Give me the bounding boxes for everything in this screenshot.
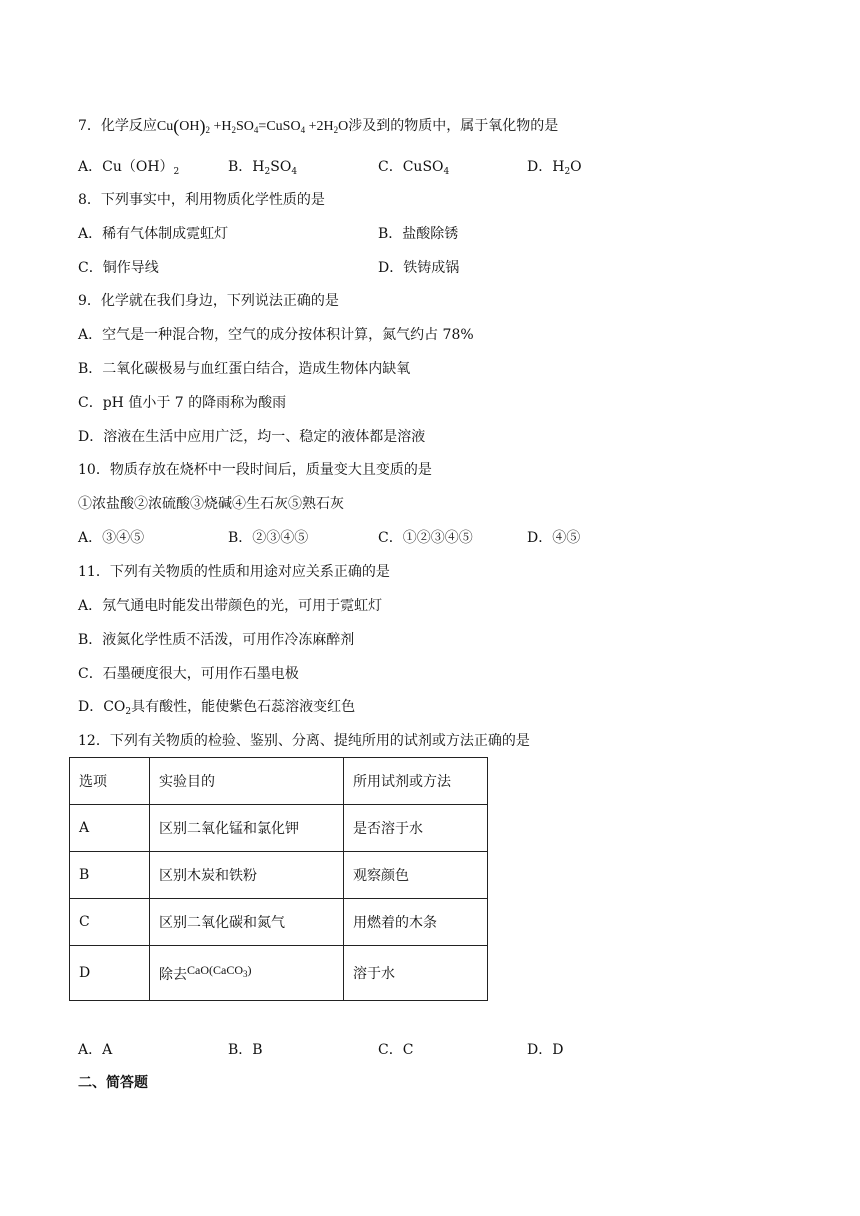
table-cell: B: [70, 852, 150, 899]
q10-option-c: C．①②③④⑤: [378, 530, 473, 546]
table-header-cell: 实验目的: [150, 758, 344, 805]
q7-option-c: C．CuSO$_4$: [378, 159, 450, 177]
table-cell: 区别二氧化锰和氯化钾: [150, 805, 344, 852]
table-cell: 区别木炭和铁粉: [150, 852, 344, 899]
q11-option-b: B．液氮化学性质不活泼，可用作冷冻麻醉剂: [78, 632, 355, 648]
table-header-row: [70, 758, 488, 805]
q8-stem: 8．下列事实中，利用物质化学性质的是: [78, 192, 325, 208]
q10-option-d: D．④⑤: [527, 530, 581, 546]
q9-stem: 9．化学就在我们身边，下列说法正确的是: [78, 293, 339, 309]
q8-option-d: D．铁铸成锅: [378, 260, 460, 276]
q11-option-c: C．石墨硬度很大，可用作石墨电极: [78, 666, 299, 682]
q7-option-a: A．$Cu(OH)_2$: [78, 159, 180, 177]
table-row: [70, 946, 488, 1001]
q9-option-a: A．空气是一种混合物，空气的成分按体积计算，氮气约占 78%: [78, 327, 474, 343]
q7-option-d: D．$H_2O$: [527, 159, 582, 177]
table-cell: A: [70, 805, 150, 852]
table-cell: 观察颜色: [344, 852, 488, 899]
q12-option-b: B．B: [228, 1042, 263, 1058]
q7-suffix: 涉及到的物质中，属于氧化物的是: [348, 118, 559, 134]
q12-table: [69, 757, 488, 1001]
table-row: [70, 899, 488, 946]
q8-option-b: B．盐酸除锈: [378, 226, 459, 242]
table-cell: 溶于水: [344, 946, 488, 1001]
section-heading: 二、简答题: [78, 1075, 148, 1091]
table-cell: 用燃着的木条: [344, 899, 488, 946]
q9-option-c: C．pH 值小于 7 的降雨称为酸雨: [78, 395, 287, 411]
q12-option-d: D．D: [527, 1042, 564, 1058]
q12-stem: 12．下列有关物质的检验、鉴别、分离、提纯所用的试剂或方法正确的是: [78, 733, 530, 749]
table-cell: 区别二氧化碳和氮气: [150, 899, 344, 946]
cao-formula: CaO(CaCO$_3$): [187, 962, 252, 979]
q9-option-d: D．溶液在生活中应用广泛，均一、稳定的液体都是溶液: [78, 429, 426, 445]
q7-option-b: B．$H_2SO_4$: [228, 159, 298, 177]
table-cell: 是否溶于水: [344, 805, 488, 852]
q8-option-a: A．稀有气体制成霓虹灯: [78, 226, 229, 242]
table-cell: 除去CaO(CaCO$_3$): [150, 946, 344, 1001]
q7-equation: $Cu(OH)_2$ $+H_2SO_4=CuSO_4 +2H_2O$: [156, 116, 349, 136]
q11-option-d: D．$CO_2$具有酸性，能使紫色石蕊溶液变红色: [78, 699, 356, 717]
q7-stem: [78, 116, 558, 140]
table-header-cell: 选项: [70, 758, 150, 805]
q9-option-b: B．二氧化碳极易与血红蛋白结合，造成生物体内缺氧: [78, 361, 411, 377]
q10-items: ①浓盐酸②浓硫酸③烧碱④生石灰⑤熟石灰: [78, 496, 344, 512]
table-cell: D: [70, 946, 150, 1001]
q12-option-c: C．C: [378, 1042, 414, 1058]
q7-prefix: 7．化学反应: [78, 118, 157, 134]
q10-option-a: A．③④⑤: [78, 530, 145, 546]
table-cell: C: [70, 899, 150, 946]
q11-stem: 11．下列有关物质的性质和用途对应关系正确的是: [78, 564, 390, 580]
table-header-cell: 所用试剂或方法: [344, 758, 488, 805]
q10-option-b: B．②③④⑤: [228, 530, 309, 546]
q8-option-c: C．铜作导线: [78, 260, 159, 276]
q12-option-a: A．A: [78, 1042, 113, 1058]
table-row: [70, 852, 488, 899]
q10-stem: 10．物质存放在烧杯中一段时间后，质量变大且变质的是: [78, 462, 432, 478]
q11-option-a: A．氖气通电时能发出带颜色的光，可用于霓虹灯: [78, 598, 383, 614]
table-row: [70, 805, 488, 852]
